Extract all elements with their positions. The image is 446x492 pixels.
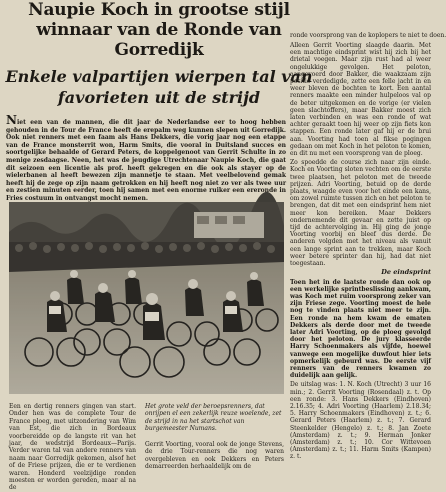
race-photo <box>9 202 284 394</box>
right-paragraph-2: Zo spoedde de course zich naar zijn einde. Koch en Voorting sloten vechten om de eerste twee plaatsen, het peloton met de tweede prijzen. Adri Voorting, betuid op de derde plaats, waagde even voor het einde een kans, om zowel ruimte tussen zich en het peloton te brengen, dat dit met een eindsprint hem niet meer kon bereiken. Maar Dekkers ondernemende dit gevaar en zette juist op tijd de achtervolging in. Hij ging de jonge Voorting voorbij en bleef dus derde. De anderen volgden met het niveau als vanuit een lange sprint aan te trekken, maar Koch weer betere sprinter dan hij, had dat niet toegestaan. <box>290 159 431 268</box>
results-list: De uitslag was: 1. N. Koch (Utrecht) 3 uur 16 min.; 2. Gerrit Voorting (Rosendaal) z. t. Op een ronde: 3. Hans Dekkers (Eindhoven) 2.16.35; 4. Adri Voorting (Haarlem) 2.18.34; 5. Harry Schoenmakers (Eindhoven) z. t.; 6. Gerard Peters (Haarlem) z. t.; 7. Gerard Steenkelder (Hengelo) z. t.; 8. Jan Zoete (Amsterdam) z. t.; 9. Herman Jonker (Amsterdam) z. t.; 10. Cor Wittevoen (Amsterdam) z. t.; 11. Harm Smits (Kampen) z. t. <box>290 381 431 461</box>
race-photo-image <box>9 202 284 394</box>
subheadline: Enkele valpartijen wierpen tal van favorieten uit de strijd <box>5 67 313 107</box>
bold-paragraph: Toen het in de laatste ronde dan ook op een werkelijke sprintbeslissing aankwam, was Koch met ruim voorsprong zeker van zijn Friese zege. Voorting moest de hele nog te vinden plaats niet meer te zijn. Een ronde na hem kwam de ematen Dekkers als derde door met de tweede later Adri Voorting, op de ploeg gevolgd door het peloton. De jury klasseerde Harry Schoenmakers als vijfde, hoewel vanwege een mogelijke duwfout hier iets opmerkelijk gebeurd was. De eerste vijf renners van de renners kwamen zo duidelijk aan gelijk. <box>290 278 431 380</box>
middle-body-text: Gerrit Voorting, vooral ook de jonge Stevens, de drie Tour-renners die nog waren overgebleven en ook Dekkers en Peters demarreerden herhaaldelijk om de <box>145 441 284 471</box>
right-column-top-line: ronde voorsprong van de koplopers te niet te doen. <box>290 32 446 39</box>
lead-paragraph: Niet een van de mannen, die dit jaar de Nederlandse eer to hoog hebben gehouden in de Tour de France heeft de erepalm weg kunnen slepen uit Gorredijk. Ook niet renners met een faam als Hans Dekkers, die vorig jaar nog een etappe van de France monsterrit won, Harm Smits, die vooral in Duitsland succes en soortgelijke behaalde of Gerard Peters, de koppelgenoot van Gerrit Schulte in zo menige zesdaagse. Neen, het was de jeugdige Utrechtenaar Naupie Koch, die gaat dit seizoen een licentie als prof. heeft gekregen en die ook als stayer op de wielerbanen al heeft bewezen zijn mannetje te staan. Met veelbelovend gemak heeft hij de zege op zijn naam getrokken en hij heeft nog niet zo ver als twee uur en zestien minuten eerder, toen hij samen met een enorme ruiker een ereronde in Fries costuum in ontvangst mocht nemen. <box>6 113 286 202</box>
left-body-text: Een en dertig renners gingen van start. Onder hen was de complete Tour de France ploeg, met uitzondering van Wim van Est, die zich in Bordeaux voorbereidde op de langste rit van het jaar, de wedstrijd Bordeaux—Parijs. Verder waren tal van andere renners van naam naar Gorredijk gekomen, alsof het of de Friese prijzen, die er te verdienen waren. Honderd veelzijdige ronden moesten er worden gereden, maar al na de <box>9 403 136 492</box>
headline: Naupie Koch in grootse stijl winnaar van de Ronde van Gorredijk <box>28 0 290 60</box>
section-heading: De eindsprint <box>381 268 431 277</box>
right-column <box>290 42 431 480</box>
right-paragraph-1: Alleen Gerrit Voorting slaagde daarin. Met een machtige eindsprint wist hij zich bij het drietal voegen. Maar zijn rust had al weer ongelukkige gevolgen. Het peloton, aangevoerd door Bakker, die waakzaam zijn positie verdedigde, zette een felle jacht in en weer bleven de bochten te kort. Een aantal renners maakte een minder hulpeloos val op de beter uitgekomen en de vorige (er vielen geen slachtoffers), maar Bakker moest zich laten verbinden en was een ronde of wat achter geraakt toen hij weer op zijn fiets kon stappen. Een ronde later gaf hij er de brui aan. Voorting had toen al fikse pogingen gedaan om met Koch in het peloton te komen, en dit nu met een voorsprong van de ploeg. <box>290 42 431 158</box>
photo-caption: Het grote veld der beroepsrenners, dat onrijpen el een zekerlijk reuze woelende, zet de strijd in na het startschot van burgemeester Numans. <box>145 403 282 433</box>
